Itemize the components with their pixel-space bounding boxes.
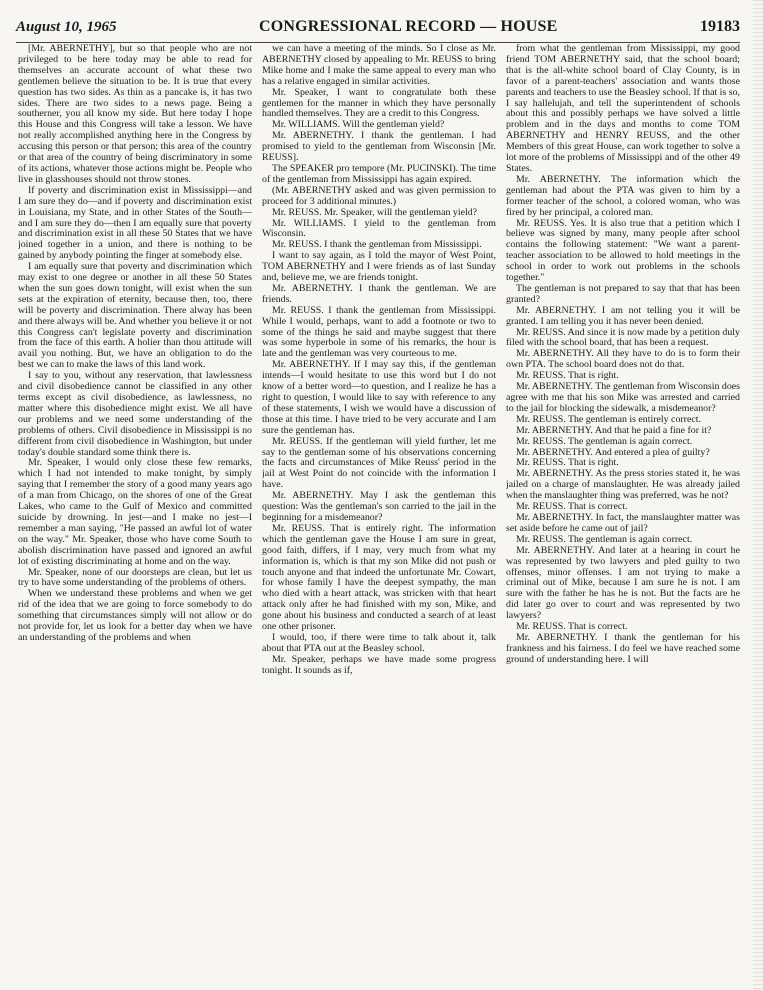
- paragraph: Mr. REUSS. Yes. It is also true that a petition which I believe was signed by many, many people after school contains the following statement: "We want a parent-teacher association to be allowed to hold meetings in the school in order to work out problems in the schools together.": [506, 217, 740, 284]
- paragraph: When we understand these problems and when we get rid of the idea that we are going to force somebody to do something that circumstances simply will not allow or do not provide for, let us look for a better day when we have an understanding of the problems and when: [18, 588, 252, 643]
- paragraph: Mr. REUSS. I thank the gentleman from Mississippi. While I would, perhaps, want to add a footnote or two to some of the things he said and maybe suggest that there was some hyperbole in some of his remarks, the hour is late and the gentleman was very courteous to me.: [262, 304, 496, 360]
- paragraph: Mr. WILLIAMS. I yield to the gentleman from Wisconsin.: [262, 217, 496, 240]
- paragraph: Mr. REUSS. Mr. Speaker, will the gentleman yield?: [272, 206, 478, 218]
- paragraph: Mr. ABERNETHY. The gentleman from Wisconsin does agree with me that his son Mike was arrested and carried to the jail for blocking the sidewalk, a misdemeanor?: [506, 381, 740, 414]
- paragraph: Mr. REUSS. I thank the gentleman from Mississippi.: [272, 239, 482, 251]
- paragraph: Mr. ABERNETHY. I thank the gentleman. We are friends.: [262, 282, 496, 305]
- paragraph: Mr. WILLIAMS. Will the gentleman yield?: [272, 119, 445, 131]
- text-columns: [18, 44, 740, 980]
- paragraph: Mr. ABERNETHY. I thank the gentleman. I had promised to yield to the gentleman from Wisconsin [Mr. REUSS].: [262, 130, 496, 164]
- page-header: [16, 18, 740, 42]
- header-date: August 10, 1965: [16, 19, 117, 35]
- paragraph: Mr. ABERNETHY. All they have to do is to form their own PTA. The school board does not do that.: [506, 348, 740, 371]
- paragraph: Mr. ABERNETHY. In fact, the manslaughter matter was set aside before he came out of jail?: [506, 511, 740, 534]
- column-3: [506, 44, 740, 980]
- paragraph: Mr. REUSS. The gentleman is again correct.: [516, 435, 693, 447]
- header-rule: [16, 42, 740, 43]
- paragraph: Mr. REUSS. If the gentleman will yield further, let me say to the gentleman some of his observations concerning the facts and circumstances of Mike Reuss' period in the jail at West Point do not coincide with the information I have.: [262, 435, 496, 491]
- page-edge-texture: [753, 0, 763, 990]
- paragraph: Mr. REUSS. That is entirely right. The information which the gentleman gave the House I am sure in great, good faith, differs, if I may, very much from what my information is, which is that my son Mike did not push or touch anyone and that indeed the unfortunate Mr. Cowart, for whose family I have the deepest sympathy, the man who died with a heart attack, was stricken with that heart attack only after he had finished with my son, Mike, and gone about his business and conducted a search of at least one other prisoner.: [262, 522, 496, 633]
- column-2: [262, 44, 496, 980]
- paragraph: Mr. ABERNETHY. I am not telling you it will be granted. I am telling you it has never been denied.: [506, 304, 740, 327]
- paragraph: Mr. REUSS. And since it is now made by a petition duly filed with the school board, that has been a request.: [506, 326, 740, 349]
- paragraph: Mr. ABERNETHY. And that he paid a fine for it?: [516, 424, 712, 436]
- paragraph: Mr. REUSS. That is correct.: [516, 621, 628, 633]
- column-1: [18, 44, 252, 980]
- paragraph: Mr. REUSS. That is right.: [516, 370, 619, 382]
- paragraph: we can have a meeting of the minds. So I close as Mr. ABERNETHY closed by appealing to Mr. REUSS to bring Mike home and I make the same appeal to every man who has a relative engaged in similar activities.: [262, 44, 496, 87]
- header-page-number: 19183: [700, 18, 740, 35]
- paragraph: Mr. ABERNETHY. I thank the gentleman for his frankness and his fairness. I do feel we have reached some ground of understanding here. I will: [506, 631, 740, 665]
- paragraph: I would, too, if there were time to talk about it, talk about that PTA out at the Beasley school.: [262, 631, 496, 654]
- paragraph: from what the gentleman from Mississippi, my good friend TOM ABERNETHY said, that the school board; that is the all-white school board of Clay County, is in favor of a parent-teachers' association and wants those parents and teachers to use the Beasley school. If that is so, I say hallelujah, and tell the superintendent of schools about this and possibly perhaps we have solved a little problem and in the days and months to come TOM ABERNETHY and HENRY REUSS, and the other Members of this great House, can work together to solve a lot more of the problems of Mississippi and of the other 49 States.: [506, 44, 740, 174]
- paragraph: [Mr. ABERNETHY], but so that people who are not privileged to be here today may be able to read for themselves an accurate account of what these two gentlemen believe the situation to be. It is true that every question has two sides. As thin as a pancake is, it has two sides. There are two sides to a news page. Being a southerner, you all know my side. But here today I hope this House and this Congress will take a lesson. We have not really accomplished anything here in the Congress by accusing this person or that person; this area of the country or that area of the country of being discriminatory in some of its actions, whatever those actions might be. People who live in glasshouses should not throw stones.: [18, 44, 252, 185]
- paragraph: Mr. Speaker, perhaps we have made some progress tonight. It sounds as if,: [262, 653, 496, 676]
- paragraph: The SPEAKER pro tempore (Mr. PUCINSKI). The time of the gentleman from Mississippi has again expired.: [262, 162, 496, 185]
- paragraph: Mr. ABERNETHY. And later at a hearing in court he was represented by two lawyers and pled guilty to two offenses, minor offenses. I am not trying to make a criminal out of Mike, because I am sure he is not. I am sure with the father he has he is not. But the facts are he did later go over to court and was represented by two lawyers?: [506, 544, 740, 622]
- paragraph: Mr. ABERNETHY. As the press stories stated it, he was jailed on a charge of manslaughter. He was already jailed when the manslaughter thing was preferred, was he not?: [506, 468, 740, 502]
- paragraph: (Mr. ABERNETHY asked and was given permission to proceed for 3 additional minutes.): [262, 184, 496, 207]
- paragraph: Mr. ABERNETHY. And entered a plea of guilty?: [516, 446, 710, 458]
- paragraph: Mr. ABERNETHY. The information which the gentleman had about the PTA was given to him by a former teacher of the school, a colored woman, who was fired by her principal, a colored man.: [506, 173, 740, 218]
- paragraph: Mr. Speaker, I want to congratulate both these gentlemen for the manner in which they have personally handled themselves. They are a credit to this Congress.: [262, 86, 496, 120]
- paragraph: Mr. REUSS. The gentleman is entirely correct.: [516, 413, 701, 425]
- header-title: CONGRESSIONAL RECORD — HOUSE: [258, 18, 558, 35]
- paragraph: I am equally sure that poverty and discrimination which may exist to one degree or another in all these 50 States when the sun goes down tonight, will exist when the sun sets at the expiration of eternity, because then, too, there will be poverty and discrimination. There alway has been and there always will be. And whether you believe it or not this Congress can't legislate poverty and discrimination from the face of this earth. A holier than thou attitude will avail you nothing. But, we have an obligation to do the best we can to make the laws of this land work.: [18, 261, 252, 371]
- paragraph: Mr. Speaker, I would only close these few remarks, which I had not intended to make tonight, by simply saying that I remember the story of a good many years ago of a man from Chicago, on the shores of one of the Great Lakes, who came to the Gulf of Mexico and committed suicide by drowning. In jest—and I make no jest—I remember a man saying, "He passed an awful lot of water on the way." Mr. Speaker, those who have come South to abolish discrimination have passed and ignored an awful lot of existing discriminating at home and on the way.: [18, 457, 252, 567]
- paragraph: Mr. REUSS. That is right.: [516, 457, 619, 469]
- paragraph: If poverty and discrimination exist in Mississippi—and I am sure they do—and if poverty and discrimination exist in Louisiana, my State, and in other States of the South—and I am sure they do—then I am equally sure that poverty and discrimination exist in all these 50 States that we have joined together in a union, and there is nothing to be gained by anybody pointing the finger at somebody else.: [18, 184, 252, 262]
- paragraph: I say to you, without any reservation, that lawlessness and civil disobedience cannot be classified in any other terms except as civil disobedience, as lawlessness, no matter where this disobedience might exist. We all have our problems and we need some understanding of the problems of others. Civil disobedience in Mississippi is no different from civil disobedience in Washington, but under today's double standard some think there is.: [18, 370, 252, 458]
- paragraph: Mr. REUSS. That is correct.: [516, 501, 628, 513]
- paragraph: Mr. REUSS. The gentleman is again correct.: [516, 533, 693, 545]
- paragraph: The gentleman is not prepared to say that that has been granted?: [506, 282, 740, 305]
- paragraph: Mr. Speaker, none of our doorsteps are clean, but let us try to have some understanding of the problems of others.: [18, 566, 252, 589]
- paragraph: Mr. ABERNETHY. If I may say this, if the gentleman intends—I would hesitate to use this word but I do not know of a better word—to question, and I realize he has a right to question, I would like to say with reference to any of these statements, I wish we would have a discussion of those at this time. I have tried to be very accurate and I am sure the gentleman has.: [262, 359, 496, 436]
- paragraph: I want to say again, as I told the mayor of West Point, TOM ABERNETHY and I were friends as of last Sunday and, believe me, we are friends tonight.: [262, 250, 496, 284]
- paragraph: Mr. ABERNETHY. May I ask the gentleman this question: Was the gentleman's son carried to the jail in the beginning for a misdemeanor?: [262, 490, 496, 523]
